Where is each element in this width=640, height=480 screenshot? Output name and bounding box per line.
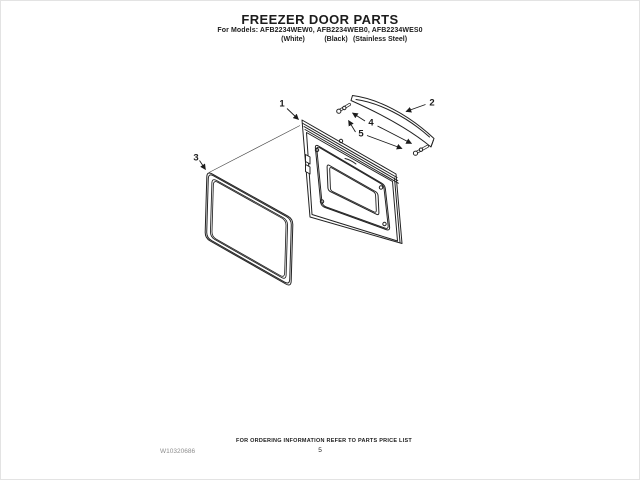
ordering-note: FOR ORDERING INFORMATION REFER TO PARTS PRICE LIST — [236, 438, 412, 444]
finish-label-stainless: (Stainless Steel) — [352, 36, 408, 43]
door-gasket-drawing — [205, 173, 293, 285]
callout-1-arrow — [287, 109, 299, 120]
page-number: 5 — [318, 447, 322, 454]
models-line: For Models: AFB2234WEW0, AFB2234WEB0, AFB2234WES0 — [217, 27, 423, 34]
callout-2-label: 2 — [429, 97, 435, 109]
document-number: W10320686 — [160, 448, 196, 455]
projection-line — [209, 126, 300, 173]
callout-4-label: 4 — [368, 117, 374, 129]
freezer-door-drawing — [302, 117, 402, 244]
handle-screw-lower — [413, 146, 427, 155]
callout-1-label: 1 — [279, 98, 285, 110]
callout-3-label: 3 — [193, 152, 199, 164]
callout-4-arrow-left — [353, 113, 366, 121]
finish-label-black: (Black) — [324, 36, 348, 43]
callout-5-arrow-left — [349, 121, 356, 133]
callout-5-arrow-right — [367, 136, 402, 149]
handle-screw-upper — [337, 105, 350, 114]
finish-label-white: (White) — [281, 36, 305, 43]
callout-3-arrow — [200, 161, 206, 170]
callout-5-label: 5 — [358, 128, 364, 140]
page-title: FREEZER DOOR PARTS — [241, 12, 399, 27]
callout-2-arrow — [406, 105, 426, 112]
